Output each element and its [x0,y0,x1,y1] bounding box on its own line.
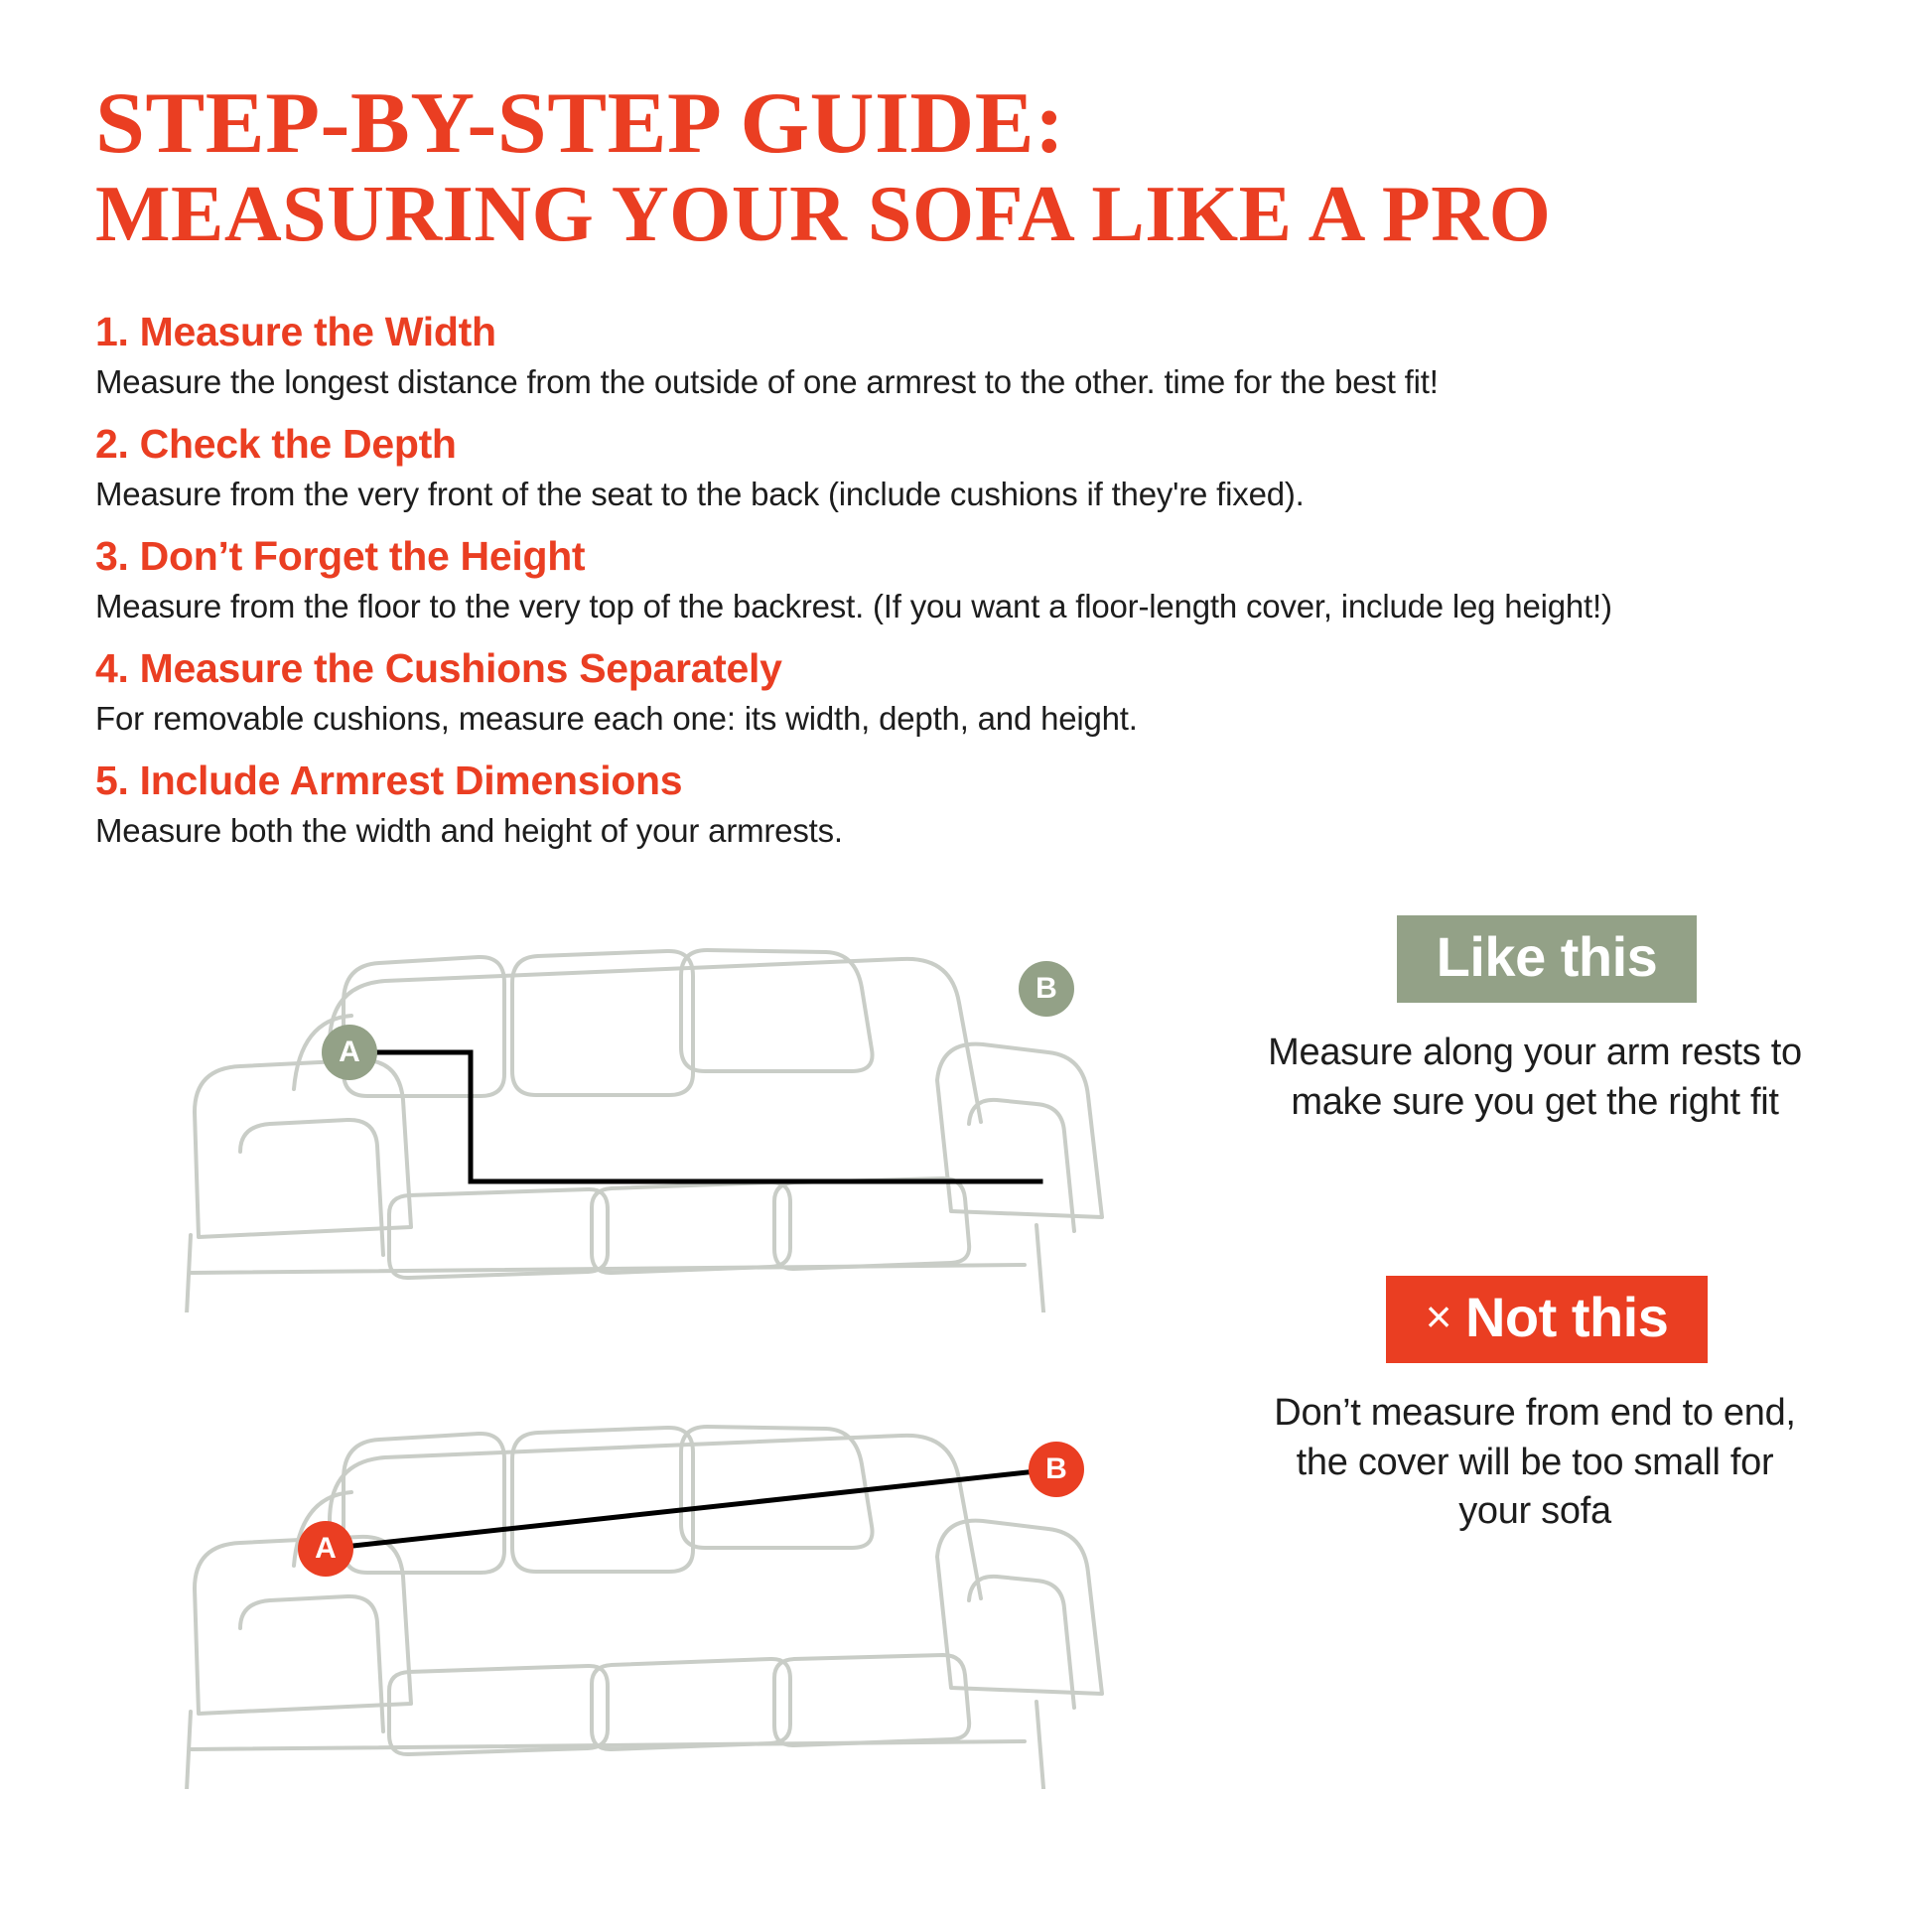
steps-list [95,309,1837,850]
step-heading: 4. Measure the Cushions Separately [95,645,782,692]
not-this-badge [1386,1276,1709,1363]
step-body: For removable cushions, measure each one: its width, depth, and height. [95,700,1138,738]
step-item [95,421,1837,513]
step-item [95,533,1837,625]
title-line-1: STEP-BY-STEP GUIDE: [95,75,1065,172]
sofa-svg-incorrect [95,1362,1197,1789]
illustrations-column [95,886,1237,1789]
sofa-svg-correct [95,886,1197,1312]
marker-b-correct: B [1019,961,1074,1017]
sofa-diagram-incorrect [95,1362,1197,1789]
step-heading: 5. Include Armrest Dimensions [95,758,683,804]
step-item [95,309,1837,401]
marker-a-incorrect: A [298,1521,353,1577]
step-item [95,758,1837,850]
not-this-badge-label: Not this [1464,1286,1669,1349]
step-item [95,645,1837,738]
step-body: Measure from the very front of the seat to the back (include cushions if they're fixed). [95,476,1305,513]
marker-a-correct: A [322,1025,377,1080]
callout-like-this [1257,915,1837,1127]
not-this-text: Don’t measure from end to end, the cover will be too small for your sofa [1274,1392,1796,1532]
like-this-badge: Like this [1397,915,1698,1003]
lower-section [95,886,1837,1789]
callouts-column [1237,886,1837,1536]
close-icon: × [1425,1291,1451,1343]
step-heading: 1. Measure the Width [95,309,496,355]
title-line-2: MEASURING YOUR SOFA LIKE A PRO [95,170,1552,258]
step-body: Measure from the floor to the very top of the backrest. (If you want a floor-length cover, include leg height!) [95,588,1612,625]
step-body: Measure both the width and height of your armrests. [95,812,843,850]
step-heading: 3. Don’t Forget the Height [95,533,586,580]
step-body: Measure the longest distance from the outside of one armrest to the other. time for the best fit! [95,363,1439,401]
page-title [95,75,1837,258]
sofa-diagram-correct [95,886,1197,1312]
like-this-text: Measure along your arm rests to make sure you get the right fit [1268,1032,1802,1123]
step-heading: 2. Check the Depth [95,421,457,468]
callout-not-this [1257,1276,1837,1536]
marker-b-incorrect: B [1029,1442,1084,1497]
